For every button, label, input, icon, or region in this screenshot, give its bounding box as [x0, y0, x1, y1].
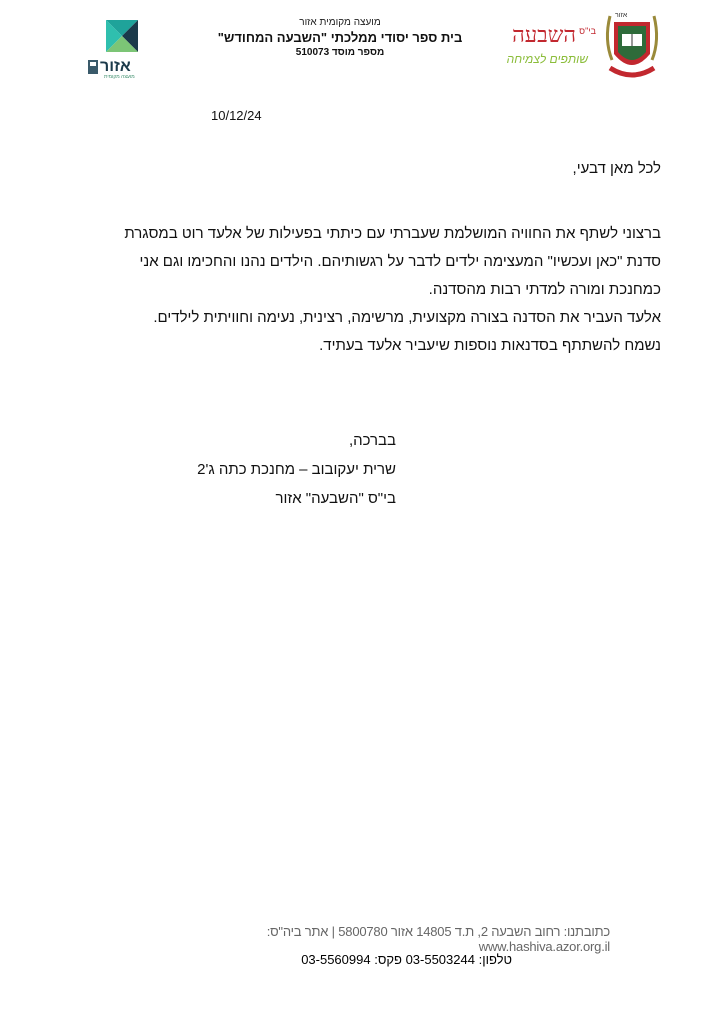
body-line: אלעד העביר את הסדנה בצורה מקצועית, מרשימה, רצינית, נעימה וחוויתית לילדים.	[153, 309, 661, 326]
footer-address: כתובתנו: רחוב השבעה 2, ת.ד 14805 אזור 5800780 | אתר ביה"ס: www.hashiva.azor.org.il	[266, 924, 610, 954]
signature-block	[150, 426, 396, 513]
school-logo	[488, 22, 598, 82]
school-name: בית ספר יסודי ממלכתי "השבעה המחודש"	[217, 30, 463, 45]
letter-date: 10/12/24	[211, 108, 262, 123]
school-logo-slogan: שותפים לצמיחה	[506, 52, 588, 66]
body-line: ברצוני לשתף את החוויה המושלמת שעברתי עם כיתתי בפעילות של אלעד רוט במסגרת	[124, 225, 661, 242]
institution-code: מספר מוסד 510073	[295, 47, 385, 58]
letterhead-text	[200, 16, 480, 59]
body-line: כמחנכת ומורה למדתי רבות מהסדנה.	[428, 281, 661, 298]
body-line: נשמח להשתתף בסדנאות נוספות שיעביר אלעד בעתיד.	[319, 337, 661, 354]
closing: בברכה,	[348, 432, 396, 449]
letter-body	[60, 220, 661, 360]
crest-label: אזור	[615, 12, 628, 19]
signer-name: שרית יעקובוב – מחנכת כתה ג'2	[197, 461, 396, 478]
school-crest-icon	[600, 10, 664, 86]
azor-logo-text: אזור	[100, 58, 131, 75]
school-logo-prefix: בי"ס	[579, 26, 596, 36]
azor-logo-subtitle: מועצה מקומית	[104, 74, 135, 80]
school-logo-name: השבעה	[512, 23, 576, 48]
greeting: לכל מאן דבעי,	[572, 160, 661, 177]
council-name: מועצה מקומית אזור	[299, 17, 381, 28]
footer-phones: טלפון: 03-5503244 פקס: 03-5560994	[301, 952, 512, 967]
school-signoff: בי"ס "השבעה" אזור	[275, 490, 396, 507]
body-line: סדנת "כאן ועכשיו" המעצימה ילדים לדבר על רגשותיהם. הילדים נהנו והחכימו וגם אני	[139, 253, 661, 270]
